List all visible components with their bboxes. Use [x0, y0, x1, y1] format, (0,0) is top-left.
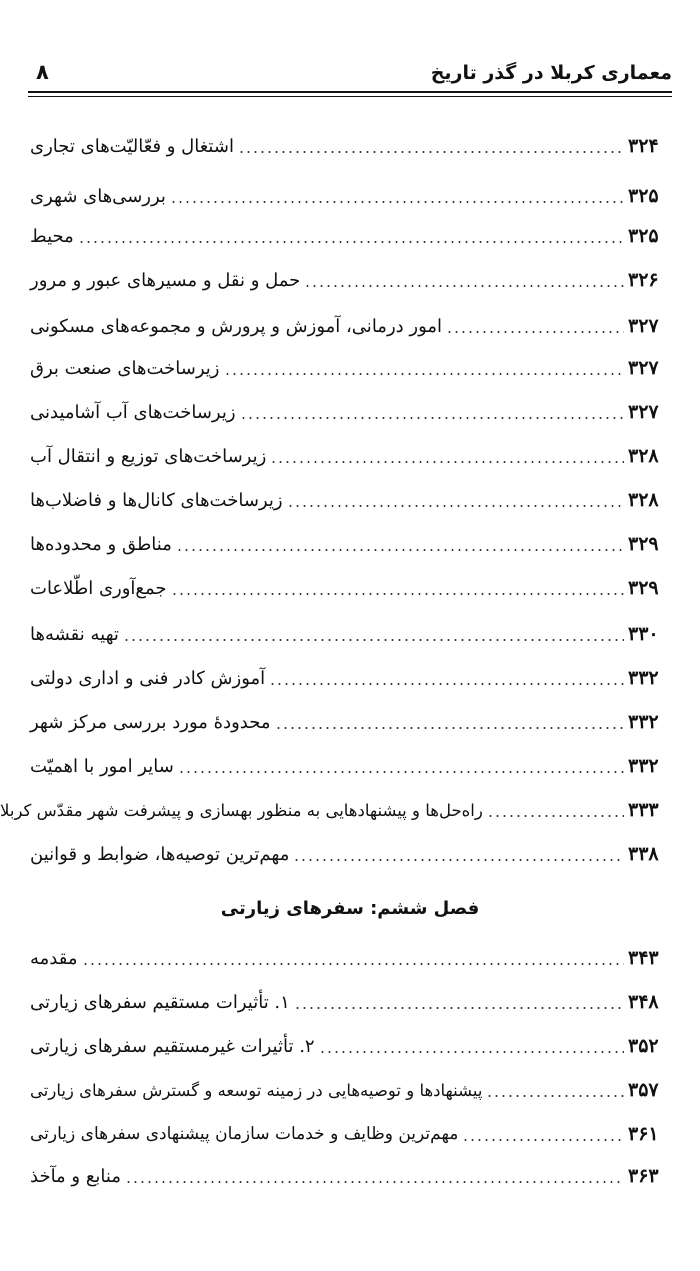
page-number: ۸: [36, 60, 49, 84]
header-rule-thin: [28, 96, 672, 97]
toc-entry-title: مقدمه: [30, 947, 78, 969]
toc-entry[interactable]: [30, 480, 672, 520]
toc-entry-title: زیرساخت‌های صنعت برق: [30, 357, 220, 379]
dot-leader: [287, 504, 624, 508]
toc-entry[interactable]: [30, 834, 672, 874]
toc-entry-page: ۳۳۰: [628, 623, 659, 645]
toc-entry-page: ۳۳۲: [628, 755, 659, 777]
toc-entry-title: زیرساخت‌های کانال‌ها و فاضلاب‌ها: [30, 489, 283, 511]
dot-leader: [224, 372, 625, 376]
toc-entry-title: راه‌حل‌ها و پیشنهادهایی به منظور بهسازی و پیشرفت شهر مقدّس کربلا: [0, 800, 483, 820]
toc-entry-title: زیرساخت‌های آب آشامیدنی: [30, 401, 236, 423]
running-header: [28, 58, 672, 102]
toc-entry-title: مهم‌ترین توصیه‌ها، ضوابط و قوانین: [30, 843, 290, 865]
toc-entry[interactable]: [0, 790, 672, 830]
toc-entry-page: ۳۲۵: [628, 225, 659, 247]
dot-leader: [78, 240, 624, 244]
dot-leader: [446, 330, 624, 334]
dot-leader: [270, 460, 624, 464]
toc-entry[interactable]: [30, 1114, 672, 1154]
toc-entry-title: منابع و مآخذ: [30, 1165, 121, 1187]
dot-leader: [293, 858, 624, 862]
dot-leader: [319, 1050, 624, 1054]
toc-entry[interactable]: [30, 126, 672, 166]
toc-entry[interactable]: [30, 260, 672, 300]
toc-entry[interactable]: [30, 702, 672, 742]
toc-entry[interactable]: [30, 658, 672, 698]
toc-entry-title: زیرساخت‌های توزیع و انتقال آب: [30, 445, 267, 467]
toc-entry-page: ۳۳۲: [628, 667, 659, 689]
toc-entry[interactable]: [30, 982, 672, 1022]
toc-entry-page: ۳۲۸: [628, 489, 659, 511]
toc-entry-title: محدودۀ مورد بررسی مرکز شهر: [30, 711, 271, 733]
toc-entry-page: ۳۲۸: [628, 445, 659, 467]
toc-entry-page: ۳۲۹: [628, 533, 659, 555]
dot-leader: [178, 770, 624, 774]
toc-entry-page: ۳۴۳: [628, 947, 659, 969]
toc-entry[interactable]: [30, 392, 672, 432]
toc-entry-page: ۳۲۹: [628, 577, 659, 599]
dot-leader: [294, 1006, 624, 1010]
toc-entry-title: مناطق و محدوده‌ها: [30, 533, 172, 555]
toc-entry-title: جمع‌آوری اطّلاعات: [30, 577, 167, 599]
toc-entry-title: آموزش کادر فنی و اداری دولتی: [30, 667, 266, 689]
toc-entry-page: ۳۶۱: [628, 1123, 659, 1145]
toc-entry-title: محیط: [30, 225, 74, 247]
toc-entry-title: سایر امور با اهمیّت: [30, 755, 174, 777]
toc-entry-title: ۲. تأثیرات غیرمستقیم سفرهای زیارتی: [30, 1035, 315, 1057]
toc-entry[interactable]: [30, 348, 672, 388]
chapter-heading[interactable]: فصل ششم: سفرهای زیارتی: [220, 898, 480, 919]
toc-entry-page: ۳۲۷: [628, 357, 659, 379]
toc-entry[interactable]: [30, 436, 672, 476]
toc-entry-page: ۳۶۳: [628, 1165, 659, 1187]
dot-leader: [125, 1180, 624, 1184]
toc-entry-page: ۳۵۷: [628, 1079, 659, 1101]
toc-entry-title: حمل و نقل و مسیرهای عبور و مرور: [30, 269, 301, 291]
dot-leader: [275, 726, 625, 730]
toc-entry-page: ۳۵۲: [628, 1035, 659, 1057]
dot-leader: [487, 814, 624, 818]
toc-entry-page: ۳۲۵: [628, 185, 659, 207]
toc-entry-title: بررسی‌های شهری: [30, 185, 166, 207]
dot-leader: [486, 1094, 624, 1098]
toc-entry-title: تهیه نقشه‌ها: [30, 623, 119, 645]
toc-entry-page: ۳۴۸: [628, 991, 659, 1013]
toc-entry-page: ۳۲۴: [628, 135, 659, 157]
toc-entry[interactable]: [30, 1070, 672, 1110]
toc-entry-page: ۳۲۷: [628, 401, 659, 423]
toc-entry[interactable]: [30, 1156, 672, 1196]
dot-leader: [123, 638, 624, 642]
dot-leader: [176, 548, 624, 552]
toc-entry[interactable]: [30, 176, 672, 216]
dot-leader: [170, 200, 624, 204]
toc-entry[interactable]: [30, 1026, 672, 1066]
toc-entry-page: ۳۳۲: [628, 711, 659, 733]
dot-leader: [269, 682, 624, 686]
toc-entry-title: اشتغال و فعّالیّت‌های تجاری: [30, 135, 234, 157]
dot-leader: [304, 284, 624, 288]
toc-entry[interactable]: [30, 614, 672, 654]
toc-entry-title: ۱. تأثیرات مستقیم سفرهای زیارتی: [30, 991, 290, 1013]
toc-entry[interactable]: [30, 524, 672, 564]
dot-leader: [82, 962, 625, 966]
toc-entry-title: امور درمانی، آموزش و پرورش و مجموعه‌های مسکونی: [30, 315, 443, 337]
toc-entry-page: ۳۳۸: [628, 843, 659, 865]
toc-entry-page: ۳۲۷: [628, 315, 659, 337]
toc-entry-title: پیشنهادها و توصیه‌هایی در زمینه توسعه و گسترش سفرهای زیارتی: [30, 1080, 483, 1100]
toc-entry[interactable]: [30, 568, 672, 608]
toc-entry[interactable]: [30, 938, 672, 978]
dot-leader: [240, 416, 624, 420]
dot-leader: [171, 592, 624, 596]
running-header-title: معماری کربلا در گذر تاریخ: [430, 62, 672, 84]
toc-entry[interactable]: [30, 746, 672, 786]
header-rule: [28, 91, 672, 93]
toc-entry-page: ۳۲۶: [628, 269, 659, 291]
dot-leader: [238, 150, 624, 154]
toc-entry[interactable]: [30, 216, 672, 256]
dot-leader: [462, 1138, 624, 1142]
toc-entry-title: مهم‌ترین وظایف و خدمات سازمان پیشنهادی سفرهای زیارتی: [30, 1124, 459, 1144]
toc-entry-page: ۳۳۳: [628, 799, 659, 821]
toc-entry[interactable]: [30, 306, 672, 346]
